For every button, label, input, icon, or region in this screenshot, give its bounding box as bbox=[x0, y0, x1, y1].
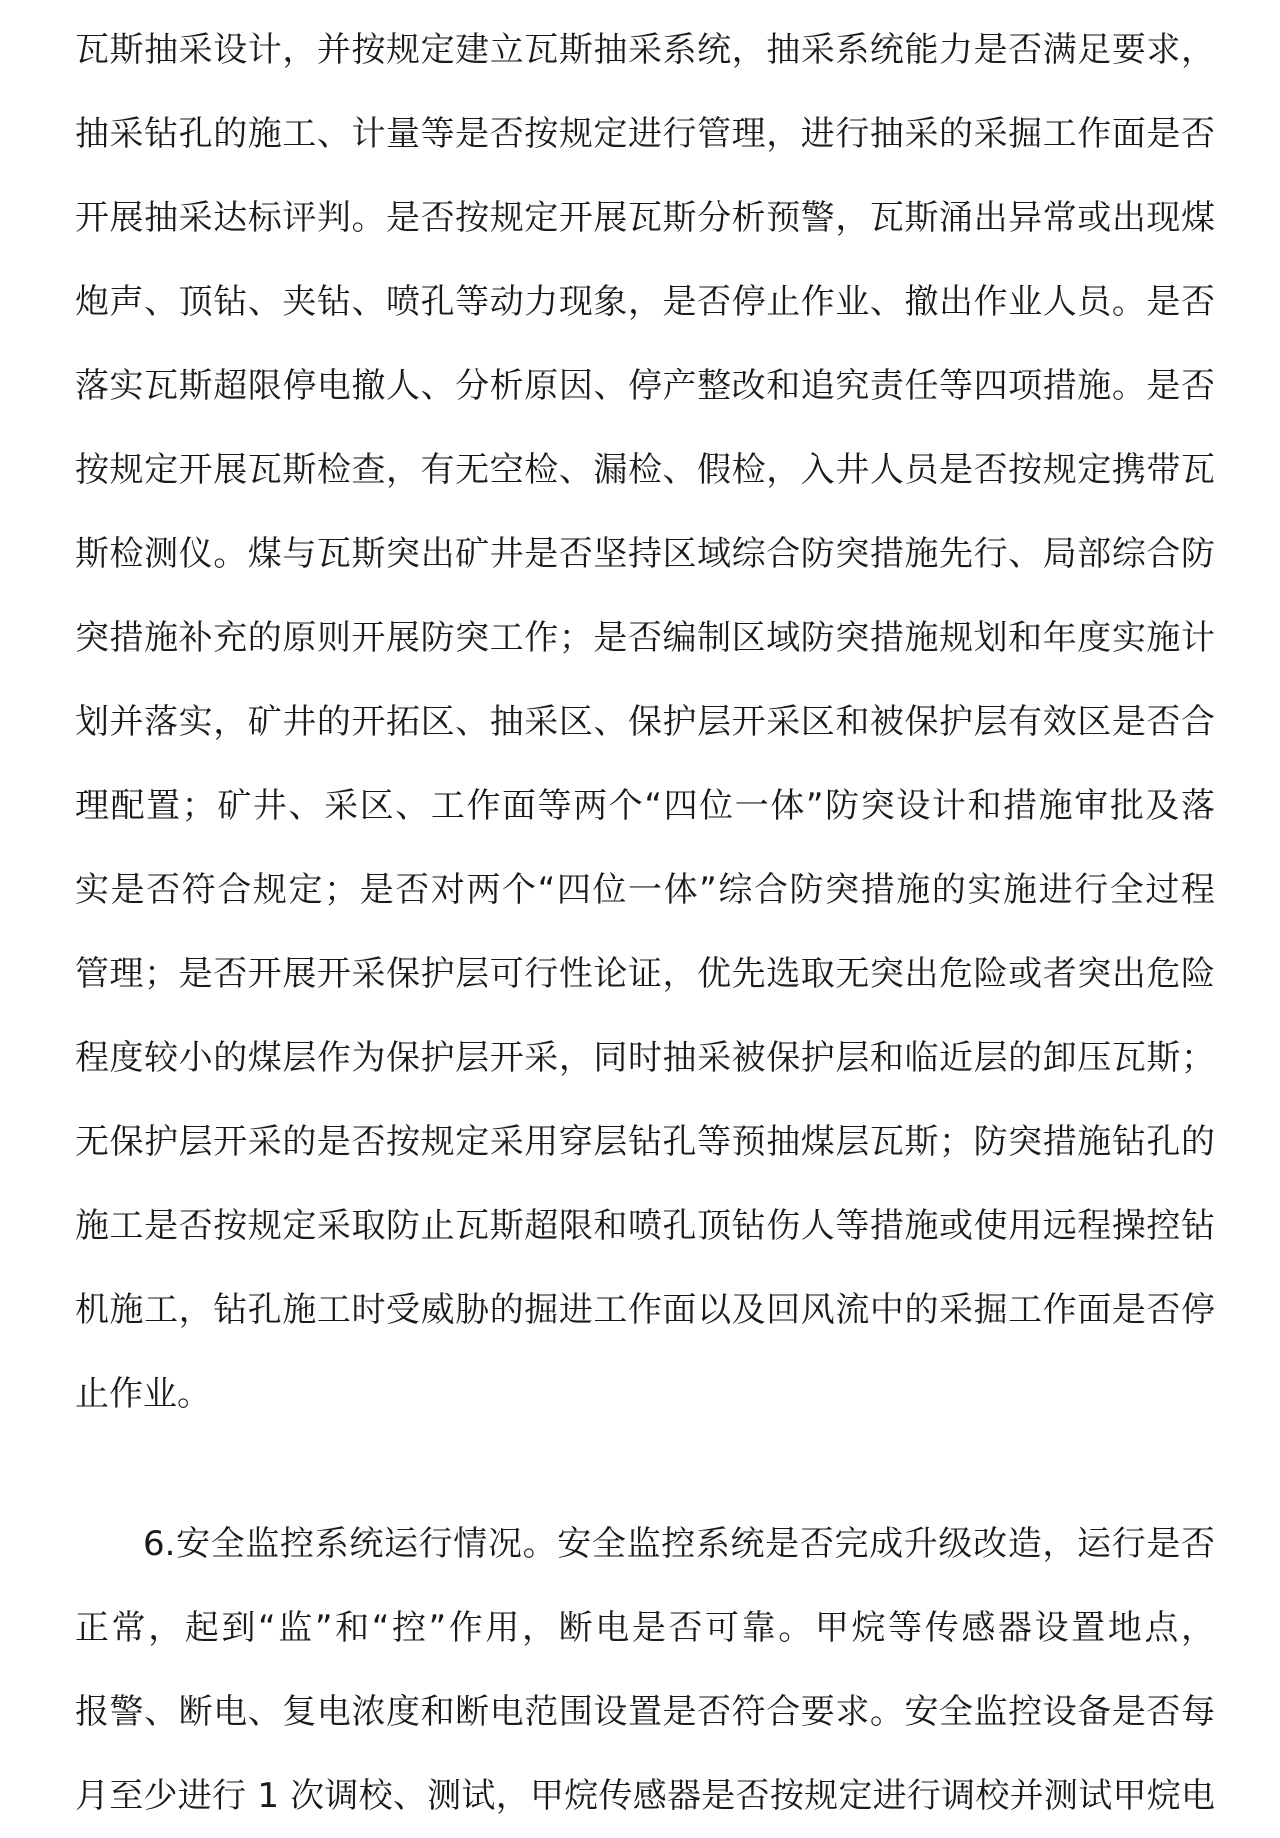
text-line: 划并落实，矿井的开拓区、抽采区、保护层开采区和被保护层有效区是否合 bbox=[75, 702, 1215, 742]
text-line: 斯检测仪。煤与瓦斯突出矿井是否坚持区域综合防突措施先行、局部综合防 bbox=[75, 534, 1215, 574]
paragraph-spacer bbox=[75, 1436, 1215, 1502]
text-line: 管理；是否开展开采保护层可行性论证，优先选取无突出危险或者突出危险 bbox=[75, 954, 1215, 994]
text-line: 报警、断电、复电浓度和断电范围设置是否符合要求。安全监控设备是否每 bbox=[75, 1692, 1215, 1732]
text-line: 理配置；矿井、采区、工作面等两个“四位一体”防突设计和措施审批及落 bbox=[75, 786, 1215, 826]
text-line: 月至少进行 1 次调校、测试，甲烷传感器是否按规定进行调校并测试甲烷电 bbox=[75, 1776, 1215, 1816]
text-line: 无保护层开采的是否按规定采用穿层钻孔等预抽煤层瓦斯；防突措施钻孔的 bbox=[75, 1122, 1215, 1162]
text-line: 落实瓦斯超限停电撤人、分析原因、停产整改和追究责任等四项措施。是否 bbox=[75, 366, 1215, 406]
text-line: 机施工，钻孔施工时受威胁的掘进工作面以及回风流中的采掘工作面是否停 bbox=[75, 1290, 1215, 1330]
text-line: 正常，起到“监”和“控”作用，断电是否可靠。甲烷等传感器设置地点， bbox=[75, 1608, 1215, 1648]
text-line: 按规定开展瓦斯检查，有无空检、漏检、假检，入井人员是否按规定携带瓦 bbox=[75, 450, 1215, 490]
document-body bbox=[75, 8, 1215, 1838]
text-line: 施工是否按规定采取防止瓦斯超限和喷孔顶钻伤人等措施或使用远程操控钻 bbox=[75, 1206, 1215, 1246]
text-line: 程度较小的煤层作为保护层开采，同时抽采被保护层和临近层的卸压瓦斯； bbox=[75, 1038, 1215, 1078]
text-line: 抽采钻孔的施工、计量等是否按规定进行管理，进行抽采的采掘工作面是否 bbox=[75, 114, 1215, 154]
text-line: 炮声、顶钻、夹钻、喷孔等动力现象，是否停止作业、撤出作业人员。是否 bbox=[75, 282, 1215, 322]
text-line: 瓦斯抽采设计，并按规定建立瓦斯抽采系统，抽采系统能力是否满足要求， bbox=[75, 30, 1215, 70]
text-line: 实是否符合规定；是否对两个“四位一体”综合防突措施的实施进行全过程 bbox=[75, 870, 1215, 910]
text-line: 突措施补充的原则开展防突工作；是否编制区域防突措施规划和年度实施计 bbox=[75, 618, 1215, 658]
text-line: 6.安全监控系统运行情况。安全监控系统是否完成升级改造，运行是否 bbox=[143, 1524, 1215, 1564]
paragraph-safety-monitoring bbox=[75, 1502, 1215, 1838]
paragraph-gas-drainage bbox=[75, 8, 1215, 1436]
text-line: 开展抽采达标评判。是否按规定开展瓦斯分析预警，瓦斯涌出异常或出现煤 bbox=[75, 198, 1215, 238]
text-line: 止作业。 bbox=[75, 1374, 211, 1414]
